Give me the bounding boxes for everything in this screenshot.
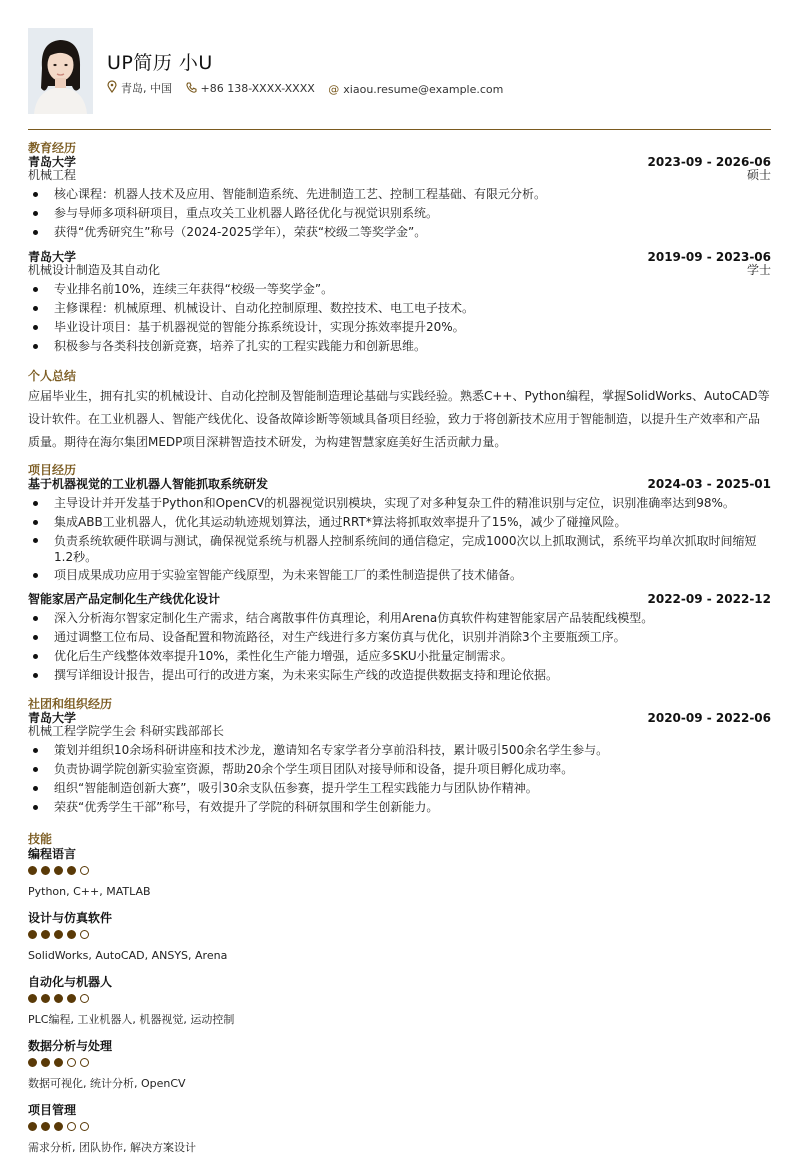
projects-title: 项目经历 — [28, 463, 77, 477]
rating-dot-filled — [28, 994, 37, 1003]
rating-dot-filled — [28, 1058, 37, 1067]
map-pin-icon — [107, 81, 117, 96]
phone-text[interactable]: +86 138-XXXX-XXXX — [200, 82, 315, 95]
education-bullets — [28, 280, 771, 356]
rating-dot-filled — [54, 1122, 63, 1131]
rating-dot-filled — [28, 1122, 37, 1131]
skill-details: 需求分析, 团队协作, 解决方案设计 — [28, 1141, 196, 1154]
activity-dates: 2020-09 - 2022-06 — [647, 711, 771, 725]
summary-title: 个人总结 — [28, 369, 77, 383]
list-item: 主导设计并开发基于Python和OpenCV的机器视觉识别模块，实现了对多种复杂工件的精准识别与定位，识别准确率达到98%。 — [28, 494, 771, 513]
skill-name: 项目管理 — [28, 1103, 77, 1117]
list-item: 撰写详细设计报告，提出可行的改进方案，为未来实际生产线的改造提供数据支持和理论依据。 — [28, 666, 771, 685]
degree: 硕士 — [746, 168, 771, 182]
rating-dot-empty — [80, 866, 89, 875]
project-dates: 2022-09 - 2022-12 — [647, 592, 771, 606]
skill-item — [28, 911, 771, 963]
skill-rating — [28, 994, 771, 1004]
skill-details: PLC编程, 工业机器人, 机器视觉, 运动控制 — [28, 1013, 235, 1026]
rating-dot-empty — [80, 1122, 89, 1131]
skill-details: Python, C++, MATLAB — [28, 885, 151, 898]
rating-dot-filled — [54, 1058, 63, 1067]
activity-role: 机械工程学院学生会 科研实践部部长 — [28, 724, 224, 738]
email-text[interactable]: xiaou.resume@example.com — [343, 82, 504, 96]
school-name: 青岛大学 — [28, 250, 77, 264]
skill-rating — [28, 1122, 771, 1132]
skill-name: 编程语言 — [28, 847, 77, 861]
list-item: 核心课程：机器人技术及应用、智能制造系统、先进制造工艺、控制工程基础、有限元分析。 — [28, 185, 771, 204]
rating-dot-filled — [41, 1122, 50, 1131]
rating-dot-filled — [41, 930, 50, 939]
list-item: 参与导师多项科研项目，重点攻关工业机器人路径优化与视觉识别系统。 — [28, 204, 771, 223]
list-item: 通过调整工位布局、设备配置和物流路径，对生产线进行多方案仿真与优化，识别并消除3个主要瓶颈工序。 — [28, 628, 771, 647]
skills-list — [28, 847, 771, 1155]
list-item: 深入分析海尔智家定制化生产需求，结合离散事件仿真理论，利用Arena仿真软件构建智能家居产品装配线模型。 — [28, 609, 771, 628]
list-item: 荣获“优秀学生干部”称号，有效提升了学院的科研氛围和学生创新能力。 — [28, 798, 771, 817]
rating-dot-filled — [28, 930, 37, 939]
list-item: 主修课程：机械原理、机械设计、自动化控制原理、数控技术、电工电子技术。 — [28, 299, 771, 318]
list-item: 专业排名前10%，连续三年获得“校级一等奖学金”。 — [28, 280, 771, 299]
rating-dot-empty — [80, 994, 89, 1003]
skill-rating — [28, 866, 771, 876]
skill-name: 设计与仿真软件 — [28, 911, 113, 925]
rating-dot-filled — [41, 866, 50, 875]
skill-name: 数据分析与处理 — [28, 1039, 113, 1053]
school-name: 青岛大学 — [28, 155, 77, 169]
rating-dot-filled — [54, 866, 63, 875]
contact-phone — [186, 82, 315, 96]
resume-body — [28, 141, 771, 1155]
rating-dot-empty — [67, 1122, 76, 1131]
header-divider — [28, 129, 771, 130]
rating-dot-filled — [41, 1058, 50, 1067]
list-item: 毕业设计项目：基于机器视觉的智能分拣系统设计，实现分拣效率提升20%。 — [28, 318, 771, 337]
at-sign-icon: @ — [328, 82, 340, 96]
resume-header — [28, 28, 771, 118]
list-item: 积极参与各类科技创新竞赛，培养了扎实的工程实践能力和创新思维。 — [28, 337, 771, 356]
skill-item — [28, 1039, 771, 1091]
summary-text: 应届毕业生，拥有扎实的机械设计、自动化控制及智能制造理论基础与实践经验。熟悉C++、Python编程，掌握SolidWorks、AutoCAD等设计软件。在工业机器人、智能产线优化、设备故障诊断等领域具备项目经验，致力于将创新技术应用于智能制造，以提升生产效率和产品质量。期待在海尔集团MEDP项目深耕智造技术研发，为构建智慧家庭美好生活贡献力量。 — [28, 389, 770, 449]
phone-icon — [186, 82, 197, 96]
project-name: 智能家居产品定制化生产线优化设计 — [28, 592, 221, 606]
list-item: 获得“优秀研究生”称号（2024-2025学年），荣获“校级二等奖学金”。 — [28, 223, 771, 242]
profile-photo — [28, 28, 93, 114]
education-entry — [28, 156, 771, 242]
activity-entry — [28, 712, 771, 817]
skills-title: 技能 — [28, 832, 53, 846]
education-dates: 2023-09 - 2026-06 — [647, 155, 771, 169]
contact-email — [328, 83, 503, 96]
education-title: 教育经历 — [28, 141, 77, 155]
candidate-name: UP简历 小U — [107, 52, 213, 74]
rating-dot-filled — [67, 994, 76, 1003]
organization-name: 青岛大学 — [28, 711, 77, 725]
contact-location — [107, 80, 172, 96]
list-item: 负责系统软硬件联调与测试，确保视觉系统与机器人控制系统间的通信稳定，完成1000次以上抓取测试，系统平均单次抓取时间缩短1.2秒。 — [28, 532, 771, 566]
rating-dot-filled — [41, 994, 50, 1003]
list-item: 优化后生产线整体效率提升10%，柔性化生产能力增强，适应多SKU小批量定制需求。 — [28, 647, 771, 666]
list-item: 组织“智能制造创新大赛”，吸引30余支队伍参赛，提升学生工程实践能力与团队协作精神。 — [28, 779, 771, 798]
skill-details: 数据可视化, 统计分析, OpenCV — [28, 1077, 186, 1090]
list-item: 策划并组织10余场科研讲座和技术沙龙，邀请知名专家学者分享前沿科技，累计吸引500余名学生参与。 — [28, 741, 771, 760]
project-entry — [28, 593, 771, 685]
skill-rating — [28, 1058, 771, 1068]
skill-details: SolidWorks, AutoCAD, ANSYS, Arena — [28, 949, 228, 962]
portrait-image — [28, 28, 93, 114]
project-name: 基于机器视觉的工业机器人智能抓取系统研发 — [28, 477, 269, 491]
location-text: 青岛, 中国 — [121, 82, 172, 95]
major: 机械设计制造及其自动化 — [28, 263, 161, 277]
education-bullets — [28, 185, 771, 242]
skill-name: 自动化与机器人 — [28, 975, 113, 989]
project-entry — [28, 478, 771, 585]
list-item: 集成ABB工业机器人，优化其运动轨迹规划算法，通过RRT*算法将抓取效率提升了15%，减少了碰撞风险。 — [28, 513, 771, 532]
rating-dot-filled — [54, 930, 63, 939]
list-item: 负责协调学院创新实验室资源，帮助20余个学生项目团队对接导师和设备，提升项目孵化成功率。 — [28, 760, 771, 779]
activity-bullets — [28, 741, 771, 817]
rating-dot-filled — [28, 866, 37, 875]
rating-dot-filled — [67, 930, 76, 939]
skill-item — [28, 1103, 771, 1155]
degree: 学士 — [746, 263, 771, 277]
contact-line — [107, 80, 513, 96]
rating-dot-empty — [80, 930, 89, 939]
rating-dot-empty — [67, 1058, 76, 1067]
skill-item — [28, 847, 771, 899]
list-item: 项目成果成功应用于实验室智能产线原型，为未来智能工厂的柔性制造提供了技术储备。 — [28, 566, 771, 585]
project-bullets — [28, 494, 771, 585]
education-dates: 2019-09 - 2023-06 — [647, 250, 771, 264]
rating-dot-filled — [54, 994, 63, 1003]
rating-dot-filled — [67, 866, 76, 875]
rating-dot-empty — [80, 1058, 89, 1067]
major: 机械工程 — [28, 168, 77, 182]
activities-title: 社团和组织经历 — [28, 697, 113, 711]
project-dates: 2024-03 - 2025-01 — [647, 477, 771, 491]
project-bullets — [28, 609, 771, 685]
skill-rating — [28, 930, 771, 940]
skill-item — [28, 975, 771, 1027]
education-entry — [28, 251, 771, 356]
